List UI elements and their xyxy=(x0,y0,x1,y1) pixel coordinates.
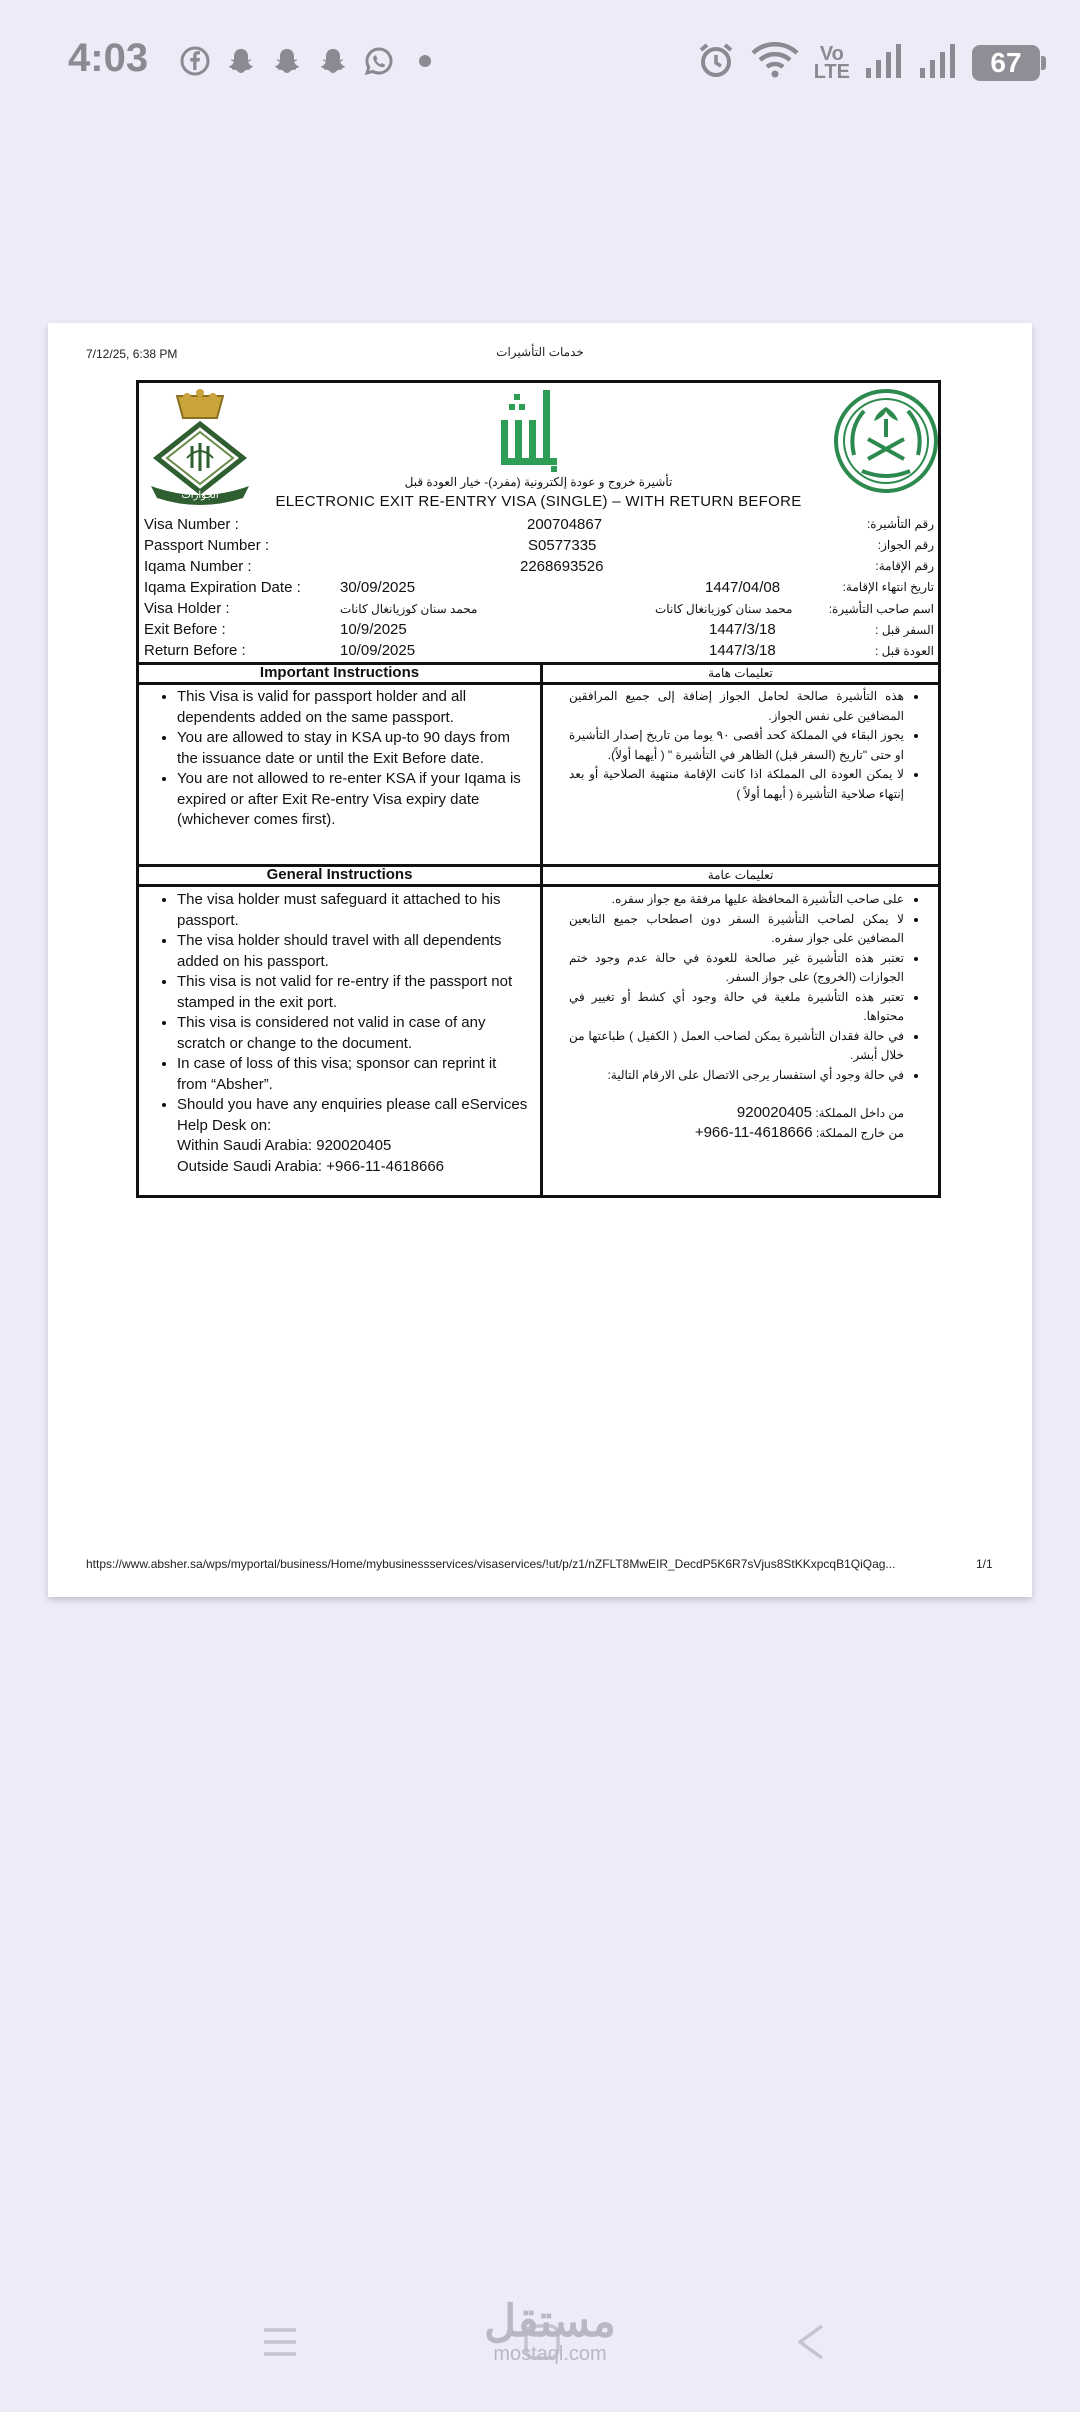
volte-indicator xyxy=(813,42,850,83)
notification-icons xyxy=(178,44,442,78)
list-item: • This Visa is valid for passport holder and all dependents added on the same passport. xyxy=(177,687,529,728)
exit-before-value: 10/9/2025 xyxy=(340,621,407,638)
iqama-expiration-value: 30/09/2025 xyxy=(340,579,416,596)
iqama-expiration-hijri: 1447/04/08 xyxy=(705,579,781,596)
iqama-expiration-label: Iqama Expiration Date : xyxy=(144,579,301,596)
watermark xyxy=(470,2297,630,2365)
return-before-hijri: 1447/3/18 xyxy=(709,642,776,659)
important-instructions-heading-ar: تعليمات هامة xyxy=(708,666,773,680)
return-before-label-ar: العودة قبل : xyxy=(874,644,934,658)
general-instructions-list xyxy=(139,890,529,1136)
column-divider xyxy=(540,662,543,1198)
list-item: • This visa is not valid for re-entry if the passport not stamped in the exit port. xyxy=(177,972,529,1013)
volte-top: Vo xyxy=(819,42,844,65)
print-datetime: 7/12/25, 6:38 PM xyxy=(86,347,178,361)
iqama-number-label: Iqama Number : xyxy=(144,558,252,575)
back-icon[interactable] xyxy=(790,2320,834,2369)
iqama-number-value: 2268693526 xyxy=(520,558,604,575)
helpdesk-outside-label-ar: من خارج المملكة: xyxy=(815,1126,904,1140)
visa-number-label-ar: رقم التأشيرة: xyxy=(866,517,934,531)
divider xyxy=(139,884,938,887)
watermark-latin: mostaql.com xyxy=(493,2343,607,2365)
general-instructions-heading-ar: تعليمات عامة xyxy=(707,868,774,882)
visa-holder-name-ar: محمد سنان كوزيانغال كانات xyxy=(655,602,793,616)
english-visa-title: ELECTRONIC EXIT RE-ENTRY VISA (SINGLE) – WITH RETURN BEFORE xyxy=(275,493,802,510)
exit-before-label-ar: السفر قبل : xyxy=(875,623,934,637)
print-url: https://www.absher.sa/wps/myportal/business/Home/mybusinessservices/visaservices/!ut/p/z1/nZFLT8MwEIR_DecdP5K6R7sVjus8StKKxpcqB1QiQag... xyxy=(86,1557,896,1571)
page-number: 1/1 xyxy=(976,1557,993,1571)
document-page[interactable] xyxy=(48,323,1032,1597)
snapchat-icon xyxy=(224,44,258,78)
iqama-number-label-ar: رقم الإقامة: xyxy=(875,559,934,573)
system-icons xyxy=(696,40,1040,85)
important-instructions-heading: Important Instructions xyxy=(259,664,420,681)
watermark-arabic: مستقل xyxy=(484,2297,616,2346)
snapchat-icon xyxy=(316,44,350,78)
list-item: • في حالة فقدان التأشيرة يمكن لصاحب العمل ( الكفيل ) طباعتها من خلال أبشر. xyxy=(569,1027,904,1066)
volte-bottom: LTE xyxy=(813,60,850,83)
facebook-icon xyxy=(178,44,212,78)
list-item: • In case of loss of this visa; sponsor can reprint it from “Absher”. xyxy=(177,1054,529,1095)
visa-document xyxy=(136,380,941,1198)
passport-number-label: Passport Number : xyxy=(144,537,270,554)
list-item: • You are allowed to stay in KSA up-to 90 days from the issuance date or until the Exit Before date. xyxy=(177,728,529,769)
list-item: • لا يمكن العودة الى المملكة اذا كانت الإقامة منتهية الصلاحية أو بعد إنتهاء صلاحية التأشيرة ( أيهما أولاً ) xyxy=(569,765,904,804)
absher-logo-icon xyxy=(495,386,563,474)
arabic-visa-title: تأشيرة خروج و عودة إلكترونية (مفرد)- خيار العودة قبل xyxy=(404,475,673,489)
snapchat-icon xyxy=(270,44,304,78)
helpdesk-outside-number: +966-11-4618666 xyxy=(694,1124,813,1141)
signal-icon xyxy=(918,40,958,85)
general-instructions-heading: General Instructions xyxy=(266,866,413,883)
return-before-value: 10/09/2025 xyxy=(340,642,416,659)
important-instructions-list xyxy=(139,687,529,831)
important-instructions-list-ar xyxy=(569,687,938,804)
helpdesk-within-number: 920020405 xyxy=(736,1104,812,1121)
visa-holder-name: محمد سنان كوزيانغال كانات xyxy=(340,602,478,616)
visa-number-value: 200704867 xyxy=(527,516,603,533)
svg-text:الجوازات: الجوازات xyxy=(181,490,219,501)
list-item: • You are not allowed to re-enter KSA if your Iqama is expired or after Exit Re-entry Visa expiry date (whichever comes first). xyxy=(177,769,529,831)
passport-number-label-ar: رقم الجواز: xyxy=(877,538,934,552)
visa-number-label: Visa Number : xyxy=(144,516,239,533)
divider xyxy=(139,682,938,685)
visa-holder-label: Visa Holder : xyxy=(144,600,230,617)
return-before-label: Return Before : xyxy=(144,642,246,659)
list-item: • The visa holder should travel with all dependents added on his passport. xyxy=(177,931,529,972)
status-bar xyxy=(0,0,1080,125)
exit-before-hijri: 1447/3/18 xyxy=(709,621,776,638)
alarm-icon xyxy=(696,40,736,85)
list-item: • في حالة وجود أي استفسار يرجى الاتصال على الارقام التالية: xyxy=(569,1066,904,1086)
battery-icon xyxy=(972,45,1040,81)
passport-number-value: S0577335 xyxy=(528,537,597,554)
exit-before-label: Exit Before : xyxy=(144,621,226,638)
print-title: خدمات التأشيرات xyxy=(496,345,584,359)
helpdesk-outside: Outside Saudi Arabia: +966-11-4618666 xyxy=(177,1158,445,1175)
helpdesk-within-label-ar: من داخل المملكة: xyxy=(815,1106,904,1120)
wifi-icon xyxy=(750,40,800,85)
list-item: • Should you have any enquiries please call eServices Help Desk on: xyxy=(177,1095,529,1136)
general-instructions-list-ar xyxy=(569,890,938,1085)
list-item: • This visa is considered not valid in case of any scratch or change to the document. xyxy=(177,1013,529,1054)
helpdesk-outside-ar xyxy=(695,1124,904,1141)
iqama-expiration-label-ar: تاريخ انتهاء الإقامة: xyxy=(842,580,934,594)
visa-holder-label-ar: اسم صاحب التأشيرة: xyxy=(828,602,934,616)
dot-icon xyxy=(408,44,442,78)
helpdesk-within: Within Saudi Arabia: 920020405 xyxy=(177,1137,392,1154)
list-item: • تعتبر هذه التأشيرة غير صالحة للعودة في حالة عدم وجود ختم الجوازات (الخروج) على جواز السفر. xyxy=(569,949,904,988)
list-item: • The visa holder must safeguard it attached to his passport. xyxy=(177,890,529,931)
recents-icon[interactable] xyxy=(258,2320,302,2369)
whatsapp-icon xyxy=(362,44,396,78)
clock: 4:03 xyxy=(68,36,149,80)
helpdesk-within-ar xyxy=(737,1104,904,1121)
list-item: • يجوز البقاء في المملكة كحد أقصى ٩٠ يوما من تاريخ إصدار التأشيرة او حتى "تاريخ (السفر قبل) الظاهر في التأشيرة " ( أيهما أولاً). xyxy=(569,726,904,765)
list-item: • تعتبر هذه التأشيرة ملغية في حالة وجود أي كشط أو تغيير في محتواها. xyxy=(569,988,904,1027)
list-item: • لا يمكن لصاحب التأشيرة السفر دون اصطحاب جميع التابعين المضافين على جواز سفره. xyxy=(569,910,904,949)
list-item: • على صاحب التأشيرة المحافظة عليها مرفقة مع جواز سفره. xyxy=(569,890,904,910)
signal-icon xyxy=(864,40,904,85)
list-item: • هذه التأشيرة صالحة لحامل الجواز إضافة إلى جميع المرافقين المضافين على نفس الجواز. xyxy=(569,687,904,726)
battery-level: 67 xyxy=(990,46,1022,78)
